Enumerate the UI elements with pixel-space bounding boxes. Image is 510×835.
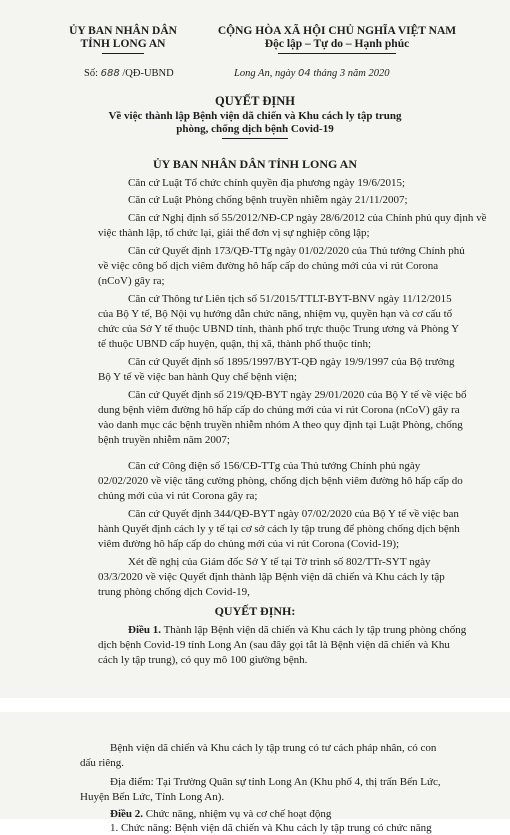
- body-line: 03/3/2020 về việc Quyết định thành lập Bệnh viện dã chiến và Khu cách ly tập: [98, 571, 445, 583]
- subject-underline: [222, 138, 288, 139]
- body-line: Xét đề nghị của Giám đốc Sở Y tế tại Tờ trình số 802/TTr-SYT ngày: [128, 556, 431, 568]
- article-2-label: Điều 2.: [110, 808, 143, 820]
- body-line: bệnh truyền nhiễm năm 2007;: [98, 434, 230, 446]
- body-line: Căn cứ Quyết định 344/QĐ-BYT ngày 07/02/2020 của Bộ Y tế về việc ban: [128, 508, 459, 520]
- body-line: Căn cứ Luật Tổ chức chính quyền địa phương ngày 19/6/2015;: [128, 177, 406, 189]
- article-2-text: Chức năng, nhiệm vụ và cơ chế hoạt động: [145, 808, 332, 820]
- body-line: chức của Sở Y tế thuộc UBND tỉnh, thành phố trực thuộc Trung ương và Phòng Y: [98, 323, 460, 335]
- body-line: tế thuộc UBND cấp huyện, quận, thị xã, thành phố thuộc tỉnh;: [98, 338, 372, 350]
- legal-entity-line1: Bệnh viện dã chiến và Khu cách ly tập trung có tư cách pháp nhân, có con: [110, 742, 437, 754]
- body-line: Căn cứ Công điện số 156/CĐ-TTg của Thủ tướng Chính phủ ngày: [128, 460, 421, 472]
- doc-number-prefix: Số:: [84, 68, 99, 79]
- body-line: việc thành lập, tổ chức lại, giải thể đơn vị sự nghiệp công lập;: [98, 227, 370, 239]
- doc-number-handwritten: 688: [100, 68, 120, 79]
- decision-subject-line2: phòng, chống dịch bệnh Covid-19: [176, 123, 334, 135]
- agency-underline: [102, 53, 144, 54]
- article-2-heading: [110, 808, 331, 821]
- article-1-line2: dịch bệnh Covid-19 tỉnh Long An (sau đây gọi tắt là Bệnh viện dã chiến và Khu: [98, 639, 450, 651]
- body-line: vào danh mục các bệnh truyền nhiễm nhóm A theo quy định tại Luật Phòng, chống: [98, 419, 463, 431]
- date-day-handwritten: 04: [297, 68, 311, 79]
- national-title: CỘNG HÒA XÃ HỘI CHỦ NGHĨA VIỆT NAM: [217, 25, 457, 37]
- doc-number-suffix: /QĐ-UBND: [122, 68, 174, 79]
- article-1-text: Thành lập Bệnh viện dã chiến và Khu cách ly tập trung phòng chống: [163, 624, 467, 636]
- body-line: Căn cứ Quyết định số 219/QĐ-BYT ngày 29/01/2020 của Bộ Y tế về việc bổ: [128, 389, 467, 401]
- body-line: trung phòng chống dịch Covid-19,: [98, 586, 250, 598]
- article-1-label: Điều 1.: [128, 624, 161, 636]
- motto-underline: [278, 53, 396, 54]
- decision-title: QUYẾT ĐỊNH: [215, 94, 295, 108]
- address-line1: [110, 776, 441, 789]
- body-line: Căn cứ Quyết định 173/QĐ-TTg ngày 01/02/2020 của Thủ tướng Chính phủ: [128, 245, 465, 257]
- body-line: Căn cứ Thông tư Liên tịch số 51/2015/TTLT-BYT-BNV ngày 11/12/2015: [128, 293, 452, 305]
- article-1-line1: [128, 624, 466, 637]
- body-line: dung bệnh viêm đường hô hấp cấp do chủng mới của vi rút Corona (nCoV) gây ra: [98, 404, 460, 416]
- address-label: Địa điểm:: [110, 776, 154, 788]
- body-line: Bộ Y tế về việc ban hành Quy chế bệnh viện;: [98, 371, 297, 383]
- body-line: Căn cứ Luật Phòng chống bệnh truyền nhiễm ngày 21/11/2007;: [128, 194, 408, 206]
- agency-name-line1: ỦY BAN NHÂN DÂN: [69, 25, 177, 37]
- document-date: [234, 67, 389, 80]
- issuing-body: ỦY BAN NHÂN DÂN TỈNH LONG AN: [152, 157, 358, 171]
- body-line: Căn cứ Nghị định số 55/2012/NĐ-CP ngày 28/6/2012 của Chính phủ quy định về: [128, 212, 487, 224]
- document-number: [84, 67, 174, 80]
- address-line2: Huyện Bến Lức, Tỉnh Long An).: [80, 791, 225, 803]
- page-gap: [0, 698, 510, 712]
- body-line: viêm đường hô hấp cấp do chủng mới của vi rút Corona (Covid-19);: [98, 538, 400, 550]
- legal-entity-line2: dấu riêng.: [80, 757, 124, 769]
- date-suffix: tháng 3 năm 2020: [313, 68, 390, 79]
- date-prefix: Long An, ngày: [234, 68, 296, 79]
- decision-subject-line1: Về việc thành lập Bệnh viện dã chiến và Khu cách ly tập trung: [108, 110, 402, 122]
- address-text: Tại Trường Quân sự tỉnh Long An (Khu phố 4, thị trấn Bến Lức,: [156, 776, 441, 788]
- body-line: 02/02/2020 về việc tăng cường phòng, chống dịch bệnh viêm đường hô hấp cấp do: [98, 475, 463, 487]
- agency-name-line2: TỈNH LONG AN: [80, 38, 166, 50]
- body-line: hành Quyết định cách ly y tế tại cơ sở cách ly tập trung để phòng chống dịch bệnh: [98, 523, 460, 535]
- document-page-2: [0, 712, 510, 834]
- article-1-line3: cách ly tập trung), có quy mô 100 giường bệnh.: [98, 654, 308, 666]
- cutoff-line: 1. Chức năng: Bệnh viện dã chiến và Khu cách ly tập trung có chức năng: [110, 822, 432, 834]
- decision-heading: QUYẾT ĐỊNH:: [214, 604, 296, 618]
- body-line: về việc công bố dịch viêm đường hô hấp cấp do chủng mới của vi rút Corona: [98, 260, 439, 272]
- body-line: chủng mới của vi rút Corona gây ra;: [98, 490, 258, 502]
- national-motto: Độc lập – Tự do – Hạnh phúc: [264, 38, 410, 50]
- body-line: của Bộ Y tế, Bộ Nội vụ hướng dẫn chức năng, nhiệm vụ, quyền hạn và cơ cấu tổ: [98, 308, 453, 320]
- body-line: Căn cứ Quyết định số 1895/1997/BYT-QĐ ngày 19/9/1997 của Bộ trưởng: [128, 356, 455, 368]
- body-line: (nCoV) gây ra;: [98, 275, 165, 287]
